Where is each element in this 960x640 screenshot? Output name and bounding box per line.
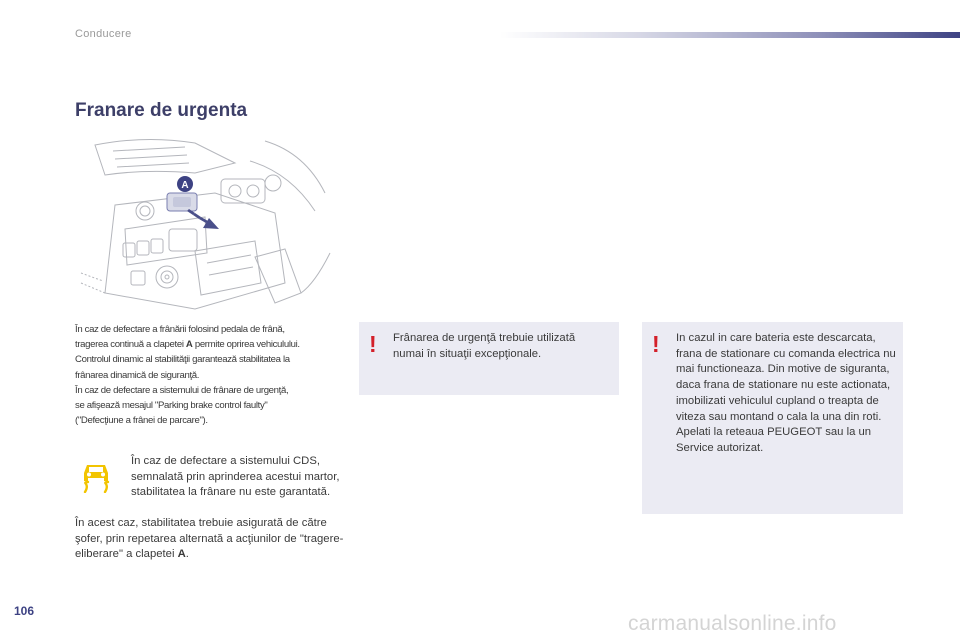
exclamation-icon: !: [369, 331, 377, 357]
exclamation-icon: !: [652, 331, 660, 357]
cds-warning-text: În caz de defectare a sistemului CDS, semnalată prin aprinderea acestui martor, stabilitatea la frânare nu este garantată.: [131, 455, 340, 499]
left-column-text: [75, 322, 343, 428]
left-line-1: În caz de defectare a frânării folosind pedala de frână,: [75, 324, 285, 335]
section-label: Conducere: [75, 28, 132, 40]
stability-instruction-main: În acest caz, stabilitatea trebuie asigurată de către şofer, prin repetarea alternată a acţiunilor de "tragere-eliberare" a clapetei: [75, 517, 344, 561]
watermark: carmanualsonline.info: [628, 612, 837, 635]
left-line-6: se afişează mesajul "Parking brake control faulty": [75, 400, 268, 412]
stability-instruction-bold: A: [177, 548, 186, 561]
warning-box-emergency: [359, 322, 619, 395]
warning-text-emergency: Frânarea de urgenţă trebuie utilizată numai în situaţii excepţionale.: [393, 332, 576, 360]
left-line-2: [75, 337, 343, 352]
warning-text-battery: In cazul in care bateria este descarcata, frana de stationare cu comanda electrica nu mai functioneaza. Din motive de siguranta, daca frana de stationare nu este actionata, imobilizati vehiculul cupland o treapta de viteza sau montand o cala la una din roti. Apelati la reteaua PEUGEOT sau la un Service autorizat.: [676, 332, 896, 454]
page-title: Franare de urgenta: [75, 100, 248, 121]
parking-brake-illustration: [75, 133, 335, 316]
callout-a: A: [181, 180, 189, 191]
left-line-5: În caz de defectare a sistemului de frânare de urgenţă,: [75, 384, 289, 396]
stability-instruction-text: [75, 516, 347, 563]
left-line-7: ("Defecţiune a frânei de parcare").: [75, 415, 208, 427]
skid-car-icon: [80, 461, 112, 493]
left-line-4: frânarea dinamică de siguranţă.: [75, 369, 200, 381]
stability-instruction-end: .: [185, 548, 189, 561]
left-line-2c: permite oprirea vehiculului.: [192, 339, 300, 351]
left-line-2a: tragerea continuă a clapetei: [75, 339, 186, 351]
page-number: 106: [14, 604, 35, 618]
header-bar: [500, 32, 960, 38]
left-line-2-bold: A: [185, 339, 193, 351]
warning-box-battery: [642, 322, 903, 514]
left-line-3: Controlul dinamic al stabilităţii garantează stabilitatea la: [75, 354, 290, 366]
